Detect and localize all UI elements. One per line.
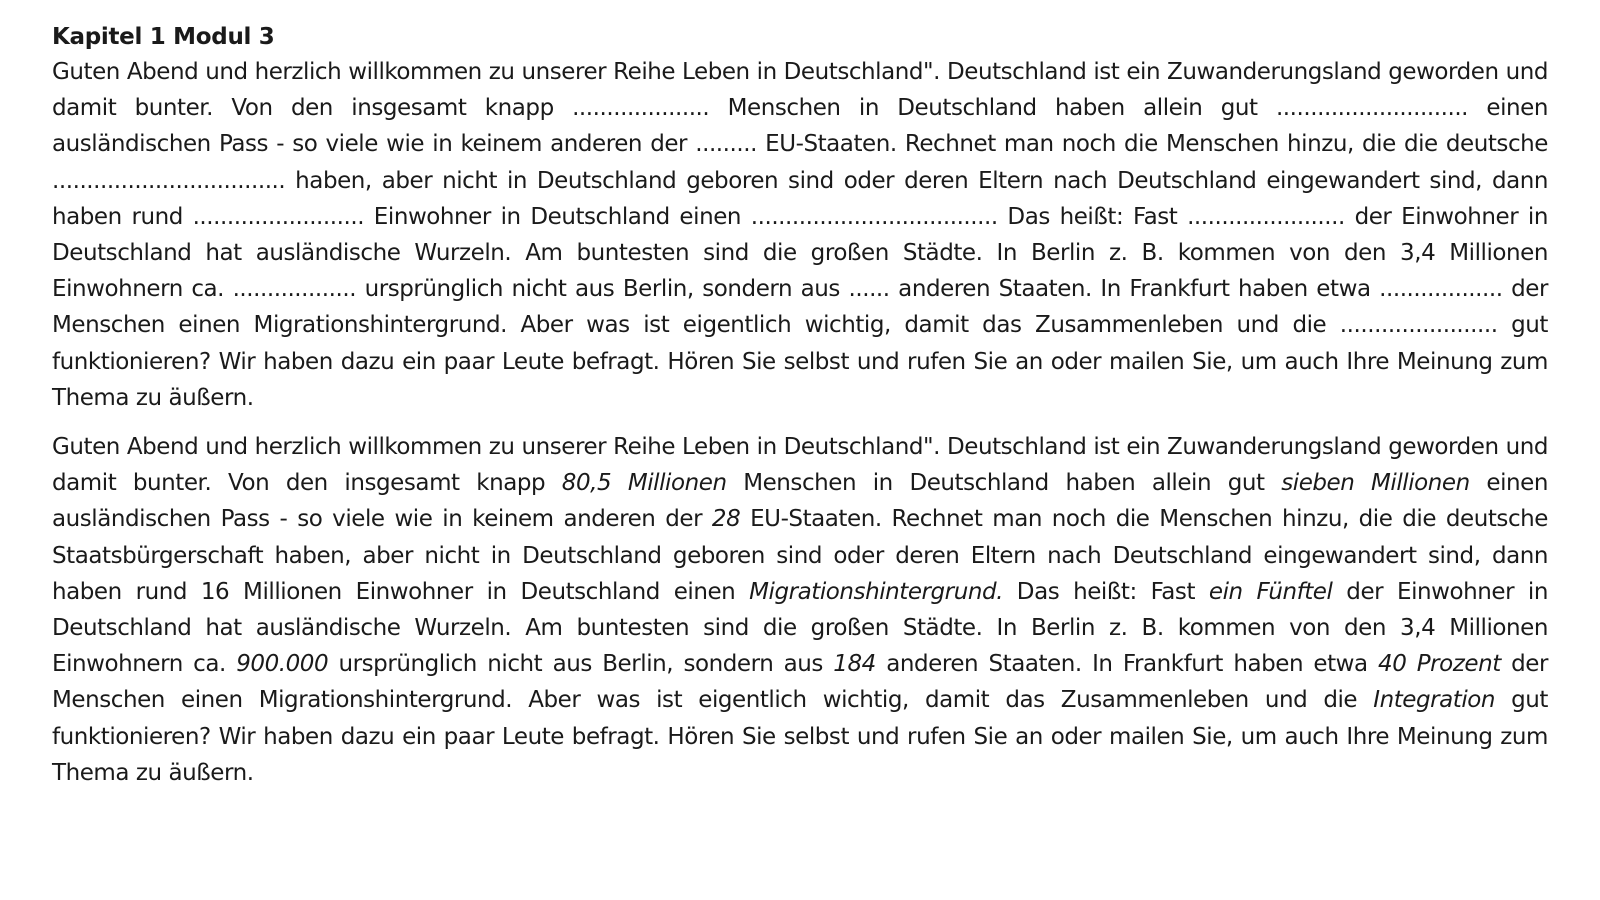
blank-gap: .................... <box>572 95 710 122</box>
filled-answer: Migrationshintergrund. <box>749 578 1003 605</box>
filled-answer: ein Fünftel <box>1208 578 1333 605</box>
filled-answer: 80,5 Millionen <box>561 470 727 497</box>
document-page <box>52 20 1548 791</box>
paragraph-text: EU-Staaten. Rechnet man noch die Menschen hinzu, die die deutsche Staatsbürgerschaft haben, aber nicht in Deutschland geboren sind oder deren Eltern nach Deutschland eingewandert sind, dann haben rund 16 Millionen Einwohner in Deutschland einen <box>52 506 1548 605</box>
blank-gap: ....................... <box>1187 203 1345 230</box>
filled-answer: sieben Millionen <box>1281 470 1470 497</box>
filled-answer: 900.000 <box>236 651 329 678</box>
paragraph-text: haben, aber nicht in Deutschland geboren sind oder deren Eltern nach Deutschland eingewandert sind, dann haben rund <box>52 167 1548 230</box>
blank-gap: ......................... <box>192 203 365 230</box>
paragraph-text: der Menschen einen Migrationshintergrund. Aber was ist eigentlich wichtig, damit das Zusammenleben und die <box>52 276 1548 339</box>
paragraph-text: Das heißt: Fast <box>1002 578 1209 605</box>
paragraph-text: der Menschen einen Migrationshintergrund. Aber was ist eigentlich wichtig, damit das Zusammenleben und die <box>52 651 1549 714</box>
paragraph-text: anderen Staaten. In Frankfurt haben etwa <box>889 276 1380 303</box>
paragraph-text: anderen Staaten. In Frankfurt haben etwa <box>875 651 1379 678</box>
filled-answer: Integration <box>1373 687 1496 714</box>
filled-answer: 184 <box>833 651 876 678</box>
paragraph-text: einen ausländischen Pass - so viele wie in keinem anderen der <box>52 470 1548 533</box>
paragraph-text: ursprünglich nicht aus Berlin, sondern aus <box>356 276 849 303</box>
paragraph-text: der Einwohner in Deutschland hat ausländische Wurzeln. Am buntesten sind die großen Städte. In Berlin z. B. kommen von den 3,4 Millionen Einwohnern ca. <box>52 578 1548 678</box>
filled-answer: 28 <box>711 506 741 533</box>
paragraph-text: Menschen in Deutschland haben allein gut <box>709 95 1276 122</box>
paragraph-text: einen ausländischen Pass - so viele wie in keinem anderen der <box>52 95 1548 158</box>
blank-gap: .................. <box>1379 276 1503 303</box>
paragraph-text: Guten Abend und herzlich willkommen zu unserer Reihe Leben in Deutschland". Deutschland ist ein Zuwanderungsland geworden und damit bunter. Von den insgesamt knapp <box>52 59 1548 122</box>
cloze-paragraph <box>52 54 1548 416</box>
blank-gap: ......... <box>695 131 757 158</box>
answer-paragraph <box>52 429 1548 791</box>
blank-gap: ...... <box>848 276 890 303</box>
blank-gap: ....................... <box>1339 312 1498 339</box>
paragraph-text: gut funktionieren? Wir haben dazu ein paar Leute befragt. Hören Sie selbst und rufen Sie an oder mailen Sie, um auch Ihre Meinung zum Thema zu äußern. <box>52 312 1548 411</box>
paragraph-text: Einwohner in Deutschland einen <box>364 203 751 230</box>
paragraph-text: Das heißt: Fast <box>997 203 1188 230</box>
blank-gap: .................................... <box>750 203 998 230</box>
paragraph-text: Menschen in Deutschland haben allein gut <box>726 470 1282 497</box>
blank-gap: .................................. <box>52 167 286 194</box>
paragraph-text: ursprünglich nicht aus Berlin, sondern aus <box>328 651 834 678</box>
document-title: Kapitel 1 Modul 3 <box>52 24 275 50</box>
blank-gap: ............................ <box>1275 95 1469 122</box>
paragraph-text: gut funktionieren? Wir haben dazu ein paar Leute befragt. Hören Sie selbst und rufen Sie an oder mailen Sie, um auch Ihre Meinung zum Thema zu äußern. <box>52 687 1548 786</box>
paragraph-text: EU-Staaten. Rechnet man noch die Menschen hinzu, die die deutsche <box>756 131 1548 158</box>
blank-gap: .................. <box>232 276 357 303</box>
filled-answer: 40 Prozent <box>1378 651 1501 678</box>
paragraph-text: der Einwohner in Deutschland hat ausländische Wurzeln. Am buntesten sind die großen Städte. In Berlin z. B. kommen von den 3,4 Millionen Einwohnern ca. <box>52 203 1548 303</box>
paragraph-text: Guten Abend und herzlich willkommen zu unserer Reihe Leben in Deutschland". Deutschland ist ein Zuwanderungsland geworden und damit bunter. Von den insgesamt knapp <box>52 434 1548 497</box>
